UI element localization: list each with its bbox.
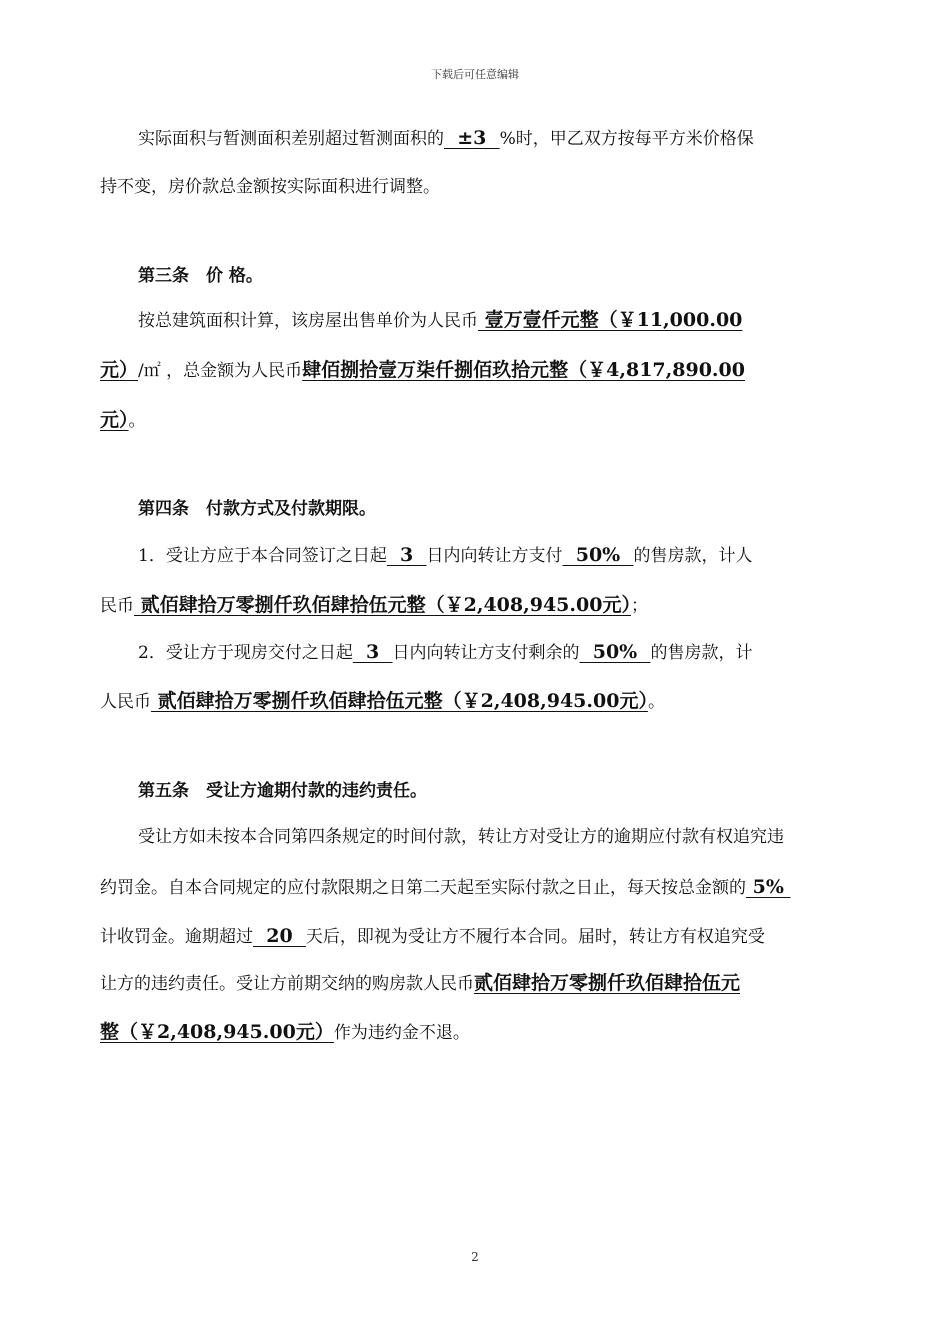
filled-blank: 贰佰肆拾万零捌仟玖佰肆拾伍元 <box>474 972 741 994</box>
filled-blank: 贰佰肆拾万零捌仟玖佰肆拾伍元整（￥2,408,945.00元） <box>151 690 648 712</box>
filled-blank: 整（￥2,408,945.00元） <box>100 1021 334 1043</box>
filled-blank: 元） <box>100 359 139 381</box>
filled-blank: 50% <box>562 544 634 566</box>
filled-blank: 壹万壹仟元整（￥11,000.00 <box>478 309 743 331</box>
filled-blank: 贰佰肆拾万零捌仟玖佰肆拾伍元整（￥2,408,945.00元） <box>134 594 631 616</box>
article-5-line-3: 计收罚金。逾期超过 20 天后，即视为受让方不履行本合同。届时，转让方有权追究受 <box>100 925 765 947</box>
article-5-title: 第五条 受让方逾期付款的违约责任。 <box>138 781 427 801</box>
filled-blank: 3 <box>386 544 427 566</box>
article-4-item-1-line-1: 1．受让方应于本合同签订之日起 3 日内向转让方支付 50% 的售房款，计人 <box>138 544 753 566</box>
article-5-line-4: 让方的违约责任。受让方前期交纳的购房款人民币贰佰肆拾万零捌仟玖佰肆拾伍元 <box>100 972 741 994</box>
filled-blank: 20 <box>253 925 306 947</box>
article-4-title: 第四条 付款方式及付款期限。 <box>138 499 376 519</box>
article-5-line-1: 受让方如未按本合同第四条规定的时间付款，转让方对受让方的逾期应付款有权追究违 <box>138 827 784 847</box>
filled-blank: 3 <box>352 641 393 663</box>
filled-blank: 元） <box>100 409 129 431</box>
filled-blank: 5% <box>746 876 791 898</box>
paragraph-area-line-2: 持不变，房价款总金额按实际面积进行调整。 <box>100 177 440 197</box>
article-3-line-1: 按总建筑面积计算，该房屋出售单价为人民币 壹万壹仟元整（￥11,000.00 <box>138 309 743 331</box>
page-number: 2 <box>471 1250 479 1264</box>
article-3-line-3: 元）。 <box>100 409 146 431</box>
paragraph-area-line-1: 实际面积与暂测面积差别超过暂测面积的 ±3 %时，甲乙双方按每平方米价格保 <box>138 127 754 149</box>
article-4-item-1-line-2: 民币 贰佰肆拾万零捌仟玖佰肆拾伍元整（￥2,408,945.00元）； <box>100 594 648 616</box>
article-4-item-2-line-2: 人民币 贰佰肆拾万零捌仟玖佰肆拾伍元整（￥2,408,945.00元）。 <box>100 690 665 712</box>
filled-blank: ±3 <box>444 127 500 149</box>
page-header: 下载后可任意编辑 <box>431 68 519 81</box>
article-3-title: 第三条 价 格。 <box>138 266 263 286</box>
filled-blank: 肆佰捌拾壹万柒仟捌佰玖拾元整（￥4,817,890.00 <box>302 359 745 381</box>
article-4-item-2-line-1: 2．受让方于现房交付之日起 3 日内向转让方支付剩余的 50% 的售房款，计 <box>138 641 753 663</box>
article-3-line-2: 元）/㎡ ，总金额为人民币肆佰捌拾壹万柒仟捌佰玖拾元整（￥4,817,890.00 <box>100 359 745 381</box>
article-5-line-2: 约罚金。自本合同规定的应付款限期之日第二天起至实际付款之日止，每天按总金额的 5% <box>100 876 791 898</box>
article-5-line-5: 整（￥2,408,945.00元）作为违约金不退。 <box>100 1021 470 1043</box>
filled-blank: 50% <box>579 641 651 663</box>
